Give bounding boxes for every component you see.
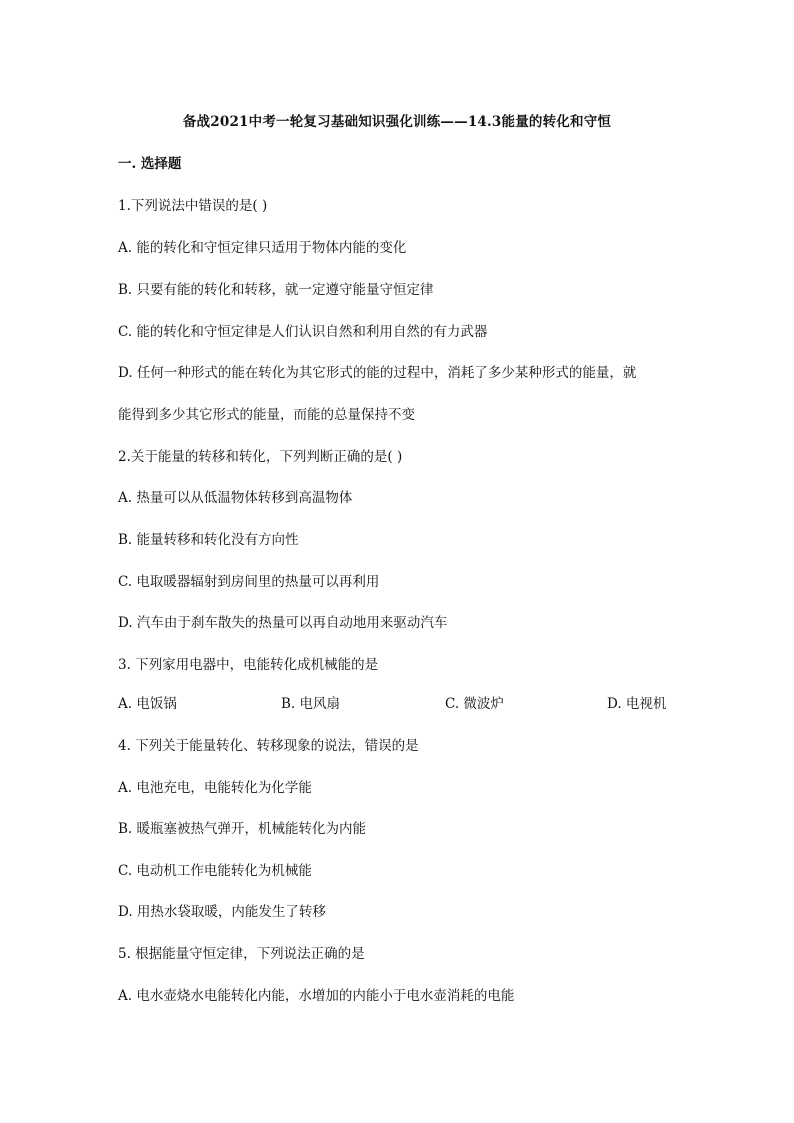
question-3-option-a: A. 电饭锅	[118, 696, 177, 712]
question-4-option-d: D. 用热水袋取暖，内能发生了转移	[118, 904, 326, 920]
document-title: 备战2021中考一轮复习基础知识强化训练——14.3能量的转化和守恒	[182, 114, 612, 130]
question-4-stem: 4. 下列关于能量转化、转移现象的说法，错误的是	[118, 738, 419, 754]
question-2-option-d: D. 汽车由于刹车散失的热量可以再自动地用来驱动汽车	[118, 615, 448, 631]
question-1-option-d: D. 任何一种形式的能在转化为其它形式的能的过程中，消耗了多少某种形式的能量，就	[118, 365, 637, 381]
question-2-option-c: C. 电取暖器辐射到房间里的热量可以再利用	[118, 574, 380, 590]
question-4-option-a: A. 电池充电，电能转化为化学能	[118, 780, 312, 796]
question-5-stem: 5. 根据能量守恒定律，下列说法正确的是	[118, 946, 365, 962]
section-heading: 一. 选择题	[118, 156, 182, 172]
question-2-stem: 2.关于能量的转移和转化，下列判断正确的是( )	[118, 449, 403, 465]
question-2-option-a: A. 热量可以从低温物体转移到高温物体	[118, 490, 353, 506]
question-5-option-a: A. 电水壶烧水电能转化内能，水增加的内能小于电水壶消耗的电能	[118, 988, 515, 1004]
question-1-option-c: C. 能的转化和守恒定律是人们认识自然和利用自然的有力武器	[118, 324, 488, 340]
question-4-option-b: B. 暖瓶塞被热气弹开，机械能转化为内能	[118, 821, 367, 837]
question-2-option-b: B. 能量转移和转化没有方向性	[118, 532, 299, 548]
question-3-option-c: C. 微波炉	[445, 696, 504, 712]
question-4-option-c: C. 电动机工作电能转化为机械能	[118, 863, 312, 879]
question-3-option-d: D. 电视机	[607, 696, 667, 712]
question-1-option-a: A. 能的转化和守恒定律只适用于物体内能的变化	[118, 240, 407, 256]
question-1-option-b: B. 只要有能的转化和转移，就一定遵守能量守恒定律	[118, 282, 434, 298]
question-3-stem: 3. 下列家用电器中，电能转化成机械能的是	[118, 657, 379, 673]
question-1-option-d-continued: 能得到多少其它形式的能量，而能的总量保持不变	[118, 407, 415, 423]
question-1-stem: 1.下列说法中错误的是( )	[118, 198, 268, 214]
question-3-option-b: B. 电风扇	[281, 696, 341, 712]
